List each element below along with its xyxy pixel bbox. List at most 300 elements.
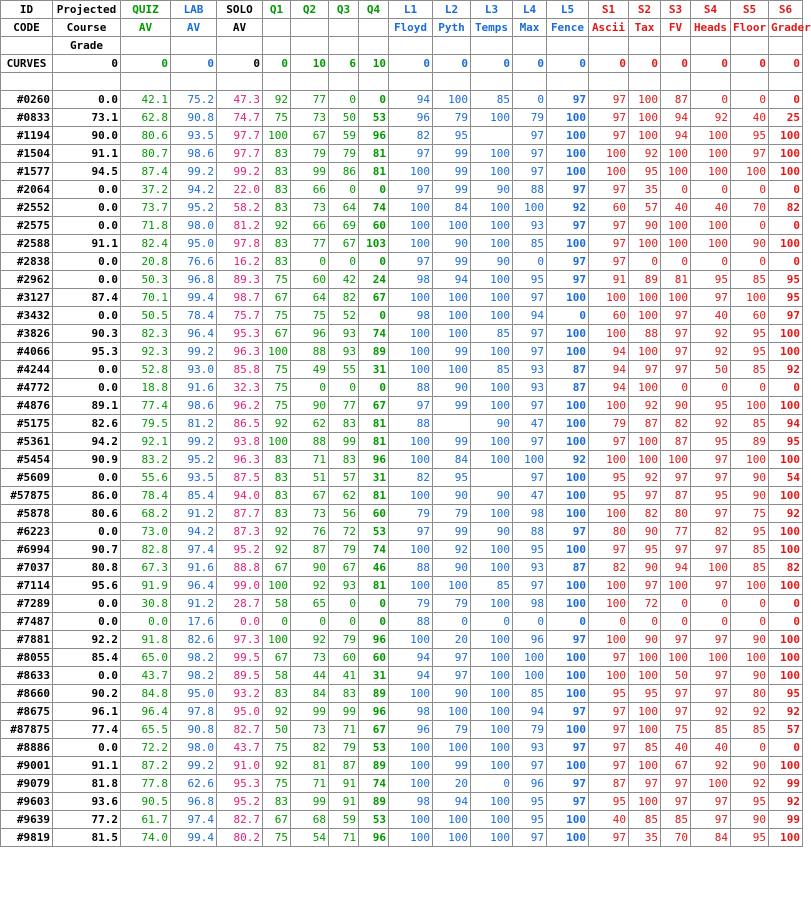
grade-cell[interactable]: 20.8 <box>121 253 171 271</box>
grade-cell[interactable]: 100 <box>769 451 803 469</box>
grade-cell[interactable]: 62 <box>291 415 329 433</box>
grade-cell[interactable]: 85 <box>691 721 731 739</box>
grade-cell[interactable]: 40 <box>661 199 691 217</box>
grade-cell[interactable]: 90 <box>731 811 769 829</box>
grade-cell[interactable]: 0 <box>329 181 359 199</box>
grade-cell[interactable]: 87.5 <box>217 469 263 487</box>
grade-cell[interactable]: 95 <box>513 271 547 289</box>
header1-cell[interactable]: S1 <box>589 1 629 19</box>
grade-cell[interactable]: 73.1 <box>53 109 121 127</box>
grade-cell[interactable]: 100 <box>389 235 433 253</box>
student-id[interactable]: #9001 <box>1 757 53 775</box>
grade-cell[interactable]: 75 <box>263 739 291 757</box>
grade-cell[interactable]: 0 <box>661 613 691 631</box>
grade-cell[interactable]: 84.8 <box>121 685 171 703</box>
empty-cell[interactable] <box>433 73 471 91</box>
grade-cell[interactable]: 83 <box>263 163 291 181</box>
grade-cell[interactable]: 99.2 <box>217 163 263 181</box>
grade-cell[interactable]: 100 <box>433 325 471 343</box>
grade-cell[interactable]: 92 <box>263 415 291 433</box>
student-id[interactable]: #57875 <box>1 487 53 505</box>
grade-cell[interactable]: 0 <box>731 379 769 397</box>
grade-cell[interactable]: 82 <box>589 559 629 577</box>
grade-cell[interactable]: 0 <box>513 91 547 109</box>
grade-cell[interactable]: 93.0 <box>171 361 217 379</box>
grade-cell[interactable]: 92 <box>547 451 589 469</box>
grade-cell[interactable]: 95 <box>731 343 769 361</box>
curve-value[interactable]: 0 <box>629 55 661 73</box>
grade-cell[interactable]: 100 <box>389 775 433 793</box>
grade-cell[interactable]: 84 <box>433 199 471 217</box>
student-id[interactable]: #2962 <box>1 271 53 289</box>
grade-cell[interactable]: 60 <box>329 649 359 667</box>
grade-cell[interactable]: 85.8 <box>217 361 263 379</box>
grade-cell[interactable]: 97.4 <box>171 811 217 829</box>
grade-cell[interactable]: 82 <box>691 523 731 541</box>
grade-cell[interactable]: 97 <box>589 829 629 847</box>
grade-cell[interactable]: 79 <box>433 505 471 523</box>
grade-cell[interactable]: 97 <box>691 505 731 523</box>
grade-cell[interactable]: 100 <box>661 217 691 235</box>
grade-cell[interactable]: 100 <box>589 163 629 181</box>
grade-cell[interactable]: 65 <box>291 595 329 613</box>
grade-cell[interactable]: 84 <box>433 451 471 469</box>
grade-cell[interactable]: 0.0 <box>53 199 121 217</box>
grade-cell[interactable]: 100 <box>547 325 589 343</box>
grade-cell[interactable]: 90 <box>731 235 769 253</box>
grade-cell[interactable]: 95 <box>731 127 769 145</box>
grade-cell[interactable]: 100 <box>547 757 589 775</box>
grade-cell[interactable]: 89 <box>731 433 769 451</box>
grade-cell[interactable]: 53 <box>359 109 389 127</box>
curve-value[interactable]: 0 <box>121 55 171 73</box>
grade-cell[interactable]: 95 <box>731 523 769 541</box>
grade-cell[interactable]: 59 <box>329 127 359 145</box>
header1-cell[interactable]: L2 <box>433 1 471 19</box>
grade-cell[interactable]: 99.2 <box>171 757 217 775</box>
grade-cell[interactable]: 84 <box>291 685 329 703</box>
grade-cell[interactable]: 0 <box>691 595 731 613</box>
grade-cell[interactable]: 79 <box>433 595 471 613</box>
grade-cell[interactable]: 97 <box>389 181 433 199</box>
grade-cell[interactable]: 73 <box>291 199 329 217</box>
curve-value[interactable]: 0 <box>53 55 121 73</box>
header2-cell[interactable]: FV <box>661 19 691 37</box>
grade-cell[interactable]: 72.2 <box>121 739 171 757</box>
grade-cell[interactable]: 79 <box>329 541 359 559</box>
grade-cell[interactable]: 94.2 <box>171 523 217 541</box>
grade-cell[interactable]: 57 <box>629 199 661 217</box>
grade-cell[interactable]: 87.4 <box>121 163 171 181</box>
grade-cell[interactable]: 51 <box>291 469 329 487</box>
grade-cell[interactable]: 97 <box>589 649 629 667</box>
grade-cell[interactable]: 94 <box>661 109 691 127</box>
grade-cell[interactable]: 97 <box>589 721 629 739</box>
header3-cell[interactable] <box>389 37 433 55</box>
grade-cell[interactable]: 100 <box>629 721 661 739</box>
grade-cell[interactable]: 80.6 <box>53 505 121 523</box>
grade-cell[interactable]: 100 <box>471 433 513 451</box>
grade-cell[interactable]: 94 <box>589 361 629 379</box>
grade-cell[interactable]: 0 <box>769 595 803 613</box>
grade-cell[interactable]: 74.0 <box>121 829 171 847</box>
grade-cell[interactable]: 100 <box>691 649 731 667</box>
grade-cell[interactable]: 67 <box>291 487 329 505</box>
grade-cell[interactable]: 99 <box>329 703 359 721</box>
grade-cell[interactable]: 99 <box>433 163 471 181</box>
grade-cell[interactable]: 0 <box>691 379 731 397</box>
grade-cell[interactable]: 99 <box>329 433 359 451</box>
grade-cell[interactable]: 93.5 <box>171 469 217 487</box>
header2-cell[interactable]: Heads <box>691 19 731 37</box>
grade-cell[interactable]: 73 <box>291 109 329 127</box>
grade-cell[interactable]: 97 <box>547 523 589 541</box>
grade-cell[interactable]: 37.2 <box>121 181 171 199</box>
grade-cell[interactable]: 72 <box>629 595 661 613</box>
grade-cell[interactable]: 100 <box>589 289 629 307</box>
grade-cell[interactable]: 92 <box>731 703 769 721</box>
grade-cell[interactable]: 85.4 <box>53 649 121 667</box>
grade-cell[interactable]: 100 <box>547 667 589 685</box>
grade-cell[interactable]: 100 <box>471 451 513 469</box>
grade-cell[interactable]: 97 <box>691 289 731 307</box>
grade-cell[interactable]: 53 <box>359 811 389 829</box>
grade-cell[interactable]: 47 <box>513 415 547 433</box>
grade-cell[interactable]: 62 <box>329 487 359 505</box>
grade-cell[interactable]: 97 <box>661 631 691 649</box>
student-id[interactable]: #5454 <box>1 451 53 469</box>
grade-cell[interactable]: 90 <box>471 253 513 271</box>
grade-cell[interactable]: 79 <box>433 721 471 739</box>
grade-cell[interactable]: 85.4 <box>171 487 217 505</box>
grade-cell[interactable]: 75 <box>263 775 291 793</box>
grade-cell[interactable]: 100 <box>263 127 291 145</box>
grade-cell[interactable]: 0 <box>691 253 731 271</box>
grade-cell[interactable]: 31 <box>359 469 389 487</box>
header3-cell[interactable] <box>359 37 389 55</box>
grade-cell[interactable]: 95.3 <box>217 775 263 793</box>
header1-cell[interactable]: S5 <box>731 1 769 19</box>
grade-cell[interactable]: 100 <box>661 289 691 307</box>
grade-cell[interactable]: 85 <box>629 739 661 757</box>
student-id[interactable]: #4066 <box>1 343 53 361</box>
grade-cell[interactable]: 0 <box>433 613 471 631</box>
grade-cell[interactable]: 80.8 <box>53 559 121 577</box>
grade-cell[interactable]: 0 <box>329 379 359 397</box>
grade-cell[interactable]: 100 <box>389 685 433 703</box>
grade-cell[interactable]: 100 <box>731 649 769 667</box>
grade-cell[interactable]: 87.4 <box>53 289 121 307</box>
grade-cell[interactable]: 90.8 <box>171 721 217 739</box>
grade-cell[interactable]: 79 <box>589 415 629 433</box>
grade-cell[interactable]: 100 <box>471 667 513 685</box>
grade-cell[interactable]: 62.8 <box>121 109 171 127</box>
grade-cell[interactable]: 0.0 <box>53 613 121 631</box>
grade-cell[interactable]: 0 <box>359 253 389 271</box>
student-id[interactable]: #2575 <box>1 217 53 235</box>
grade-cell[interactable]: 95.0 <box>171 685 217 703</box>
grade-cell[interactable]: 100 <box>629 451 661 469</box>
grade-cell[interactable]: 95.3 <box>53 343 121 361</box>
grade-cell[interactable] <box>471 127 513 145</box>
grade-cell[interactable]: 0 <box>329 613 359 631</box>
grade-cell[interactable]: 77.4 <box>121 397 171 415</box>
student-id[interactable]: #4876 <box>1 397 53 415</box>
grade-cell[interactable]: 82.6 <box>53 415 121 433</box>
header1-cell[interactable]: S2 <box>629 1 661 19</box>
grade-cell[interactable]: 100 <box>471 559 513 577</box>
grade-cell[interactable]: 97 <box>629 487 661 505</box>
grade-cell[interactable]: 88 <box>389 613 433 631</box>
grade-cell[interactable]: 85 <box>471 577 513 595</box>
grade-cell[interactable]: 100 <box>769 523 803 541</box>
grade-cell[interactable]: 97 <box>513 397 547 415</box>
grade-cell[interactable]: 82 <box>389 469 433 487</box>
header1-cell[interactable]: QUIZ <box>121 1 171 19</box>
grade-cell[interactable]: 95 <box>769 685 803 703</box>
grade-cell[interactable]: 81 <box>661 271 691 289</box>
grade-cell[interactable]: 91 <box>589 271 629 289</box>
grade-cell[interactable]: 75.2 <box>171 91 217 109</box>
grade-cell[interactable]: 0 <box>589 613 629 631</box>
grade-cell[interactable]: 40 <box>589 811 629 829</box>
empty-cell[interactable] <box>389 73 433 91</box>
grade-cell[interactable]: 100 <box>629 433 661 451</box>
grade-cell[interactable]: 0 <box>691 91 731 109</box>
grade-cell[interactable]: 20 <box>433 631 471 649</box>
grade-cell[interactable]: 82 <box>769 199 803 217</box>
grade-cell[interactable]: 97 <box>513 343 547 361</box>
empty-cell[interactable] <box>217 73 263 91</box>
grade-cell[interactable]: 100 <box>547 505 589 523</box>
grade-cell[interactable]: 100 <box>589 505 629 523</box>
grade-cell[interactable]: 85 <box>513 685 547 703</box>
grade-cell[interactable]: 17.6 <box>171 613 217 631</box>
grade-cell[interactable]: 47 <box>513 487 547 505</box>
grade-cell[interactable]: 0 <box>359 595 389 613</box>
grade-cell[interactable]: 100 <box>769 343 803 361</box>
grade-cell[interactable]: 94 <box>389 649 433 667</box>
header1-cell[interactable]: Q3 <box>329 1 359 19</box>
grade-cell[interactable]: 92 <box>769 793 803 811</box>
grade-cell[interactable]: 93.2 <box>217 685 263 703</box>
grade-cell[interactable]: 100 <box>769 325 803 343</box>
grade-cell[interactable]: 100 <box>691 127 731 145</box>
grade-cell[interactable]: 76.6 <box>171 253 217 271</box>
grade-cell[interactable]: 100 <box>471 757 513 775</box>
grade-cell[interactable]: 90 <box>629 217 661 235</box>
grade-cell[interactable]: 0 <box>769 91 803 109</box>
empty-cell[interactable] <box>471 73 513 91</box>
grade-cell[interactable]: 91.6 <box>171 559 217 577</box>
grade-cell[interactable]: 83 <box>263 685 291 703</box>
grade-cell[interactable]: 100 <box>769 577 803 595</box>
grade-cell[interactable]: 100 <box>433 217 471 235</box>
grade-cell[interactable]: 97 <box>433 649 471 667</box>
grade-cell[interactable]: 92 <box>691 703 731 721</box>
grade-cell[interactable]: 97 <box>513 127 547 145</box>
grade-cell[interactable]: 97 <box>589 217 629 235</box>
grade-cell[interactable]: 92 <box>263 703 291 721</box>
header3-cell[interactable] <box>691 37 731 55</box>
header1-cell[interactable]: L5 <box>547 1 589 19</box>
grade-cell[interactable] <box>471 469 513 487</box>
grade-cell[interactable]: 95 <box>731 793 769 811</box>
header3-cell[interactable] <box>263 37 291 55</box>
grade-cell[interactable]: 58 <box>263 667 291 685</box>
grade-cell[interactable]: 70.1 <box>121 289 171 307</box>
grade-cell[interactable]: 100 <box>471 109 513 127</box>
student-id[interactable]: #0833 <box>1 109 53 127</box>
grade-cell[interactable]: 0.0 <box>53 91 121 109</box>
curve-value[interactable]: 0 <box>769 55 803 73</box>
grade-cell[interactable]: 83 <box>263 793 291 811</box>
grade-cell[interactable]: 90 <box>471 181 513 199</box>
grade-cell[interactable]: 90 <box>433 487 471 505</box>
student-id[interactable]: #5175 <box>1 415 53 433</box>
grade-cell[interactable]: 93.8 <box>217 433 263 451</box>
grade-cell[interactable]: 91 <box>329 793 359 811</box>
header3-cell[interactable] <box>291 37 329 55</box>
grade-cell[interactable]: 100 <box>263 343 291 361</box>
grade-cell[interactable]: 100 <box>769 127 803 145</box>
grade-cell[interactable]: 99.4 <box>171 289 217 307</box>
grade-cell[interactable]: 100 <box>547 595 589 613</box>
grade-cell[interactable]: 95 <box>513 811 547 829</box>
grade-cell[interactable]: 95 <box>769 289 803 307</box>
grade-cell[interactable]: 98.2 <box>171 649 217 667</box>
grade-cell[interactable]: 90 <box>731 757 769 775</box>
grade-cell[interactable]: 94 <box>589 343 629 361</box>
header1-cell[interactable]: LAB <box>171 1 217 19</box>
grade-cell[interactable]: 0 <box>629 613 661 631</box>
grade-cell[interactable]: 60 <box>359 217 389 235</box>
header1-cell[interactable]: Q1 <box>263 1 291 19</box>
grade-cell[interactable]: 0 <box>661 181 691 199</box>
curve-value[interactable]: 0 <box>171 55 217 73</box>
grade-cell[interactable]: 82.7 <box>217 721 263 739</box>
grade-cell[interactable]: 100 <box>691 235 731 253</box>
empty-cell[interactable] <box>547 73 589 91</box>
grade-cell[interactable]: 60 <box>359 505 389 523</box>
grade-cell[interactable]: 90.0 <box>53 127 121 145</box>
grade-cell[interactable]: 100 <box>547 415 589 433</box>
grade-cell[interactable]: 100 <box>263 433 291 451</box>
grade-cell[interactable]: 99.5 <box>217 649 263 667</box>
grade-cell[interactable]: 92 <box>769 505 803 523</box>
grade-cell[interactable]: 0.0 <box>53 469 121 487</box>
grade-cell[interactable]: 0 <box>731 253 769 271</box>
student-id[interactable]: #7114 <box>1 577 53 595</box>
grade-cell[interactable]: 98.6 <box>171 145 217 163</box>
grade-cell[interactable]: 0.0 <box>53 379 121 397</box>
grade-cell[interactable]: 94 <box>769 415 803 433</box>
grade-cell[interactable]: 96 <box>291 325 329 343</box>
student-id[interactable]: #8633 <box>1 667 53 685</box>
grade-cell[interactable]: 57 <box>769 721 803 739</box>
grade-cell[interactable]: 85 <box>731 415 769 433</box>
grade-cell[interactable]: 100 <box>547 487 589 505</box>
grade-cell[interactable]: 97 <box>589 739 629 757</box>
grade-cell[interactable]: 100 <box>629 793 661 811</box>
grade-cell[interactable]: 79 <box>433 109 471 127</box>
header2-cell[interactable]: AV <box>217 19 263 37</box>
grade-cell[interactable]: 100 <box>661 163 691 181</box>
grade-cell[interactable]: 0.0 <box>53 595 121 613</box>
grade-cell[interactable]: 92 <box>691 343 731 361</box>
header3-cell[interactable] <box>329 37 359 55</box>
grade-cell[interactable]: 73 <box>291 721 329 739</box>
grade-cell[interactable]: 95 <box>691 487 731 505</box>
grade-cell[interactable]: 100 <box>389 289 433 307</box>
grade-cell[interactable]: 95 <box>589 469 629 487</box>
grade-cell[interactable]: 40 <box>661 739 691 757</box>
grade-cell[interactable]: 97 <box>629 361 661 379</box>
grade-cell[interactable]: 16.2 <box>217 253 263 271</box>
grade-cell[interactable]: 96 <box>389 721 433 739</box>
grade-cell[interactable]: 81 <box>359 577 389 595</box>
grade-cell[interactable]: 93 <box>513 739 547 757</box>
grade-cell[interactable]: 88 <box>389 379 433 397</box>
grade-cell[interactable]: 98.2 <box>171 667 217 685</box>
grade-cell[interactable]: 97 <box>731 145 769 163</box>
header3-cell[interactable] <box>513 37 547 55</box>
grade-cell[interactable]: 94 <box>513 307 547 325</box>
grade-cell[interactable]: 90 <box>731 631 769 649</box>
grade-cell[interactable]: 97 <box>661 775 691 793</box>
grade-cell[interactable]: 89.3 <box>217 271 263 289</box>
student-id[interactable]: #9819 <box>1 829 53 847</box>
grade-cell[interactable]: 80 <box>661 505 691 523</box>
grade-cell[interactable]: 0 <box>731 739 769 757</box>
grade-cell[interactable]: 77.2 <box>53 811 121 829</box>
header3-cell[interactable] <box>171 37 217 55</box>
curve-value[interactable]: 6 <box>329 55 359 73</box>
grade-cell[interactable]: 89 <box>359 757 389 775</box>
grade-cell[interactable]: 97 <box>691 469 731 487</box>
grade-cell[interactable]: 82 <box>329 289 359 307</box>
grade-cell[interactable]: 81 <box>359 163 389 181</box>
header2-cell[interactable]: Temps <box>471 19 513 37</box>
grade-cell[interactable]: 0.0 <box>53 667 121 685</box>
grade-cell[interactable]: 97 <box>513 433 547 451</box>
grade-cell[interactable]: 99.2 <box>171 163 217 181</box>
student-id[interactable]: #5361 <box>1 433 53 451</box>
grade-cell[interactable]: 0 <box>547 307 589 325</box>
grade-cell[interactable]: 100 <box>547 469 589 487</box>
grade-cell[interactable]: 85 <box>471 91 513 109</box>
grade-cell[interactable]: 0 <box>769 739 803 757</box>
grade-cell[interactable]: 100 <box>547 829 589 847</box>
curve-value[interactable]: 10 <box>359 55 389 73</box>
grade-cell[interactable]: 66 <box>291 181 329 199</box>
grade-cell[interactable]: 74 <box>359 775 389 793</box>
empty-cell[interactable] <box>329 73 359 91</box>
curve-value[interactable]: 0 <box>731 55 769 73</box>
grade-cell[interactable]: 100 <box>471 217 513 235</box>
grade-cell[interactable]: 100 <box>547 163 589 181</box>
grade-cell[interactable]: 71 <box>291 775 329 793</box>
grade-cell[interactable]: 96 <box>389 109 433 127</box>
grade-cell[interactable]: 46 <box>359 559 389 577</box>
grade-cell[interactable]: 91.6 <box>171 379 217 397</box>
grade-cell[interactable]: 91.2 <box>171 505 217 523</box>
grade-cell[interactable]: 76 <box>291 523 329 541</box>
grade-cell[interactable]: 97 <box>589 703 629 721</box>
grade-cell[interactable]: 43.7 <box>217 739 263 757</box>
grade-cell[interactable]: 35 <box>629 829 661 847</box>
grade-cell[interactable]: 24 <box>359 271 389 289</box>
